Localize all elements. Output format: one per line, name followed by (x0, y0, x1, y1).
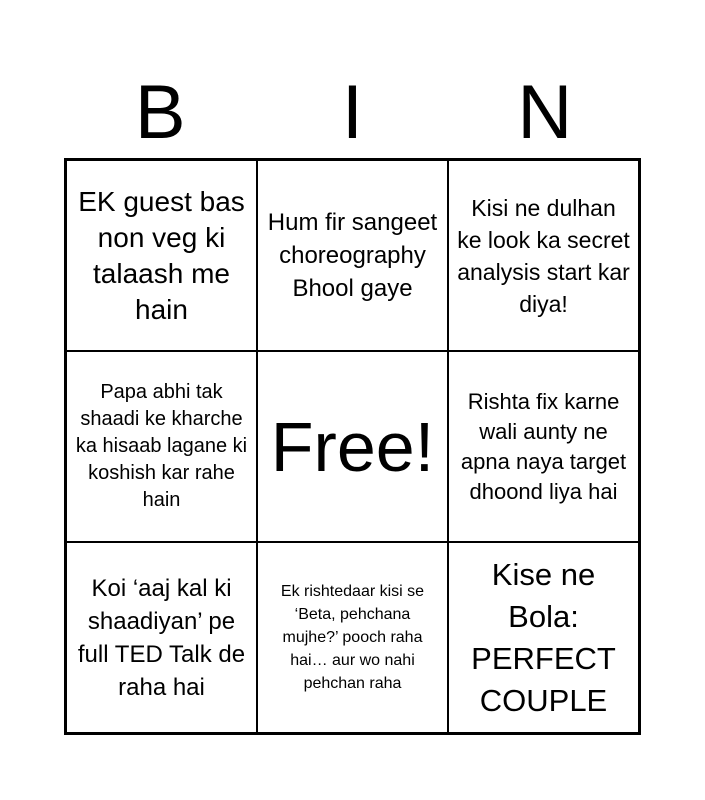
bingo-cell-text: EK guest bas non veg ki talaash me hain (78, 185, 245, 325)
bingo-cell[interactable] (448, 160, 639, 351)
bingo-cell-text: Kise ne Bola: PERFECT COUPLE (471, 556, 616, 718)
bingo-header (64, 68, 641, 158)
header-letter-b: B (134, 70, 186, 155)
bingo-cell-text: Kisi ne dulhan ke look ka secret analysis start kar diya! (457, 194, 630, 317)
bingo-cell-free[interactable] (257, 351, 448, 542)
bingo-cell[interactable] (66, 542, 257, 733)
bingo-cell-text: Koi ‘aaj kal ki shaadiyan’ pe full TED Talk de raha hai (77, 574, 246, 701)
bingo-cell[interactable] (448, 351, 639, 542)
bingo-grid (64, 158, 641, 735)
bingo-cell-text: Hum fir sangeet choreography Bhool gaye (267, 209, 438, 302)
bingo-cell-text: Ek rishtedaar kisi se ‘Beta, pehchana mujhe?’ pooch raha hai… aur wo nahi pehchan raha (280, 583, 425, 692)
bingo-cell-text: Papa abhi tak shaadi ke kharche ka hisaab lagane ki koshish kar rahe hain (75, 381, 248, 511)
free-space-text: Free! (270, 407, 435, 486)
bingo-cell[interactable] (66, 160, 257, 351)
header-letter-n: N (517, 70, 573, 155)
bingo-cell[interactable] (66, 351, 257, 542)
bingo-cell[interactable] (257, 542, 448, 733)
bingo-cell[interactable] (257, 160, 448, 351)
bingo-cell[interactable] (448, 542, 639, 733)
header-letter-i: I (341, 70, 364, 155)
bingo-cell-text: Rishta fix karne wali aunty ne apna naya target dhoond liya hai (460, 388, 627, 504)
